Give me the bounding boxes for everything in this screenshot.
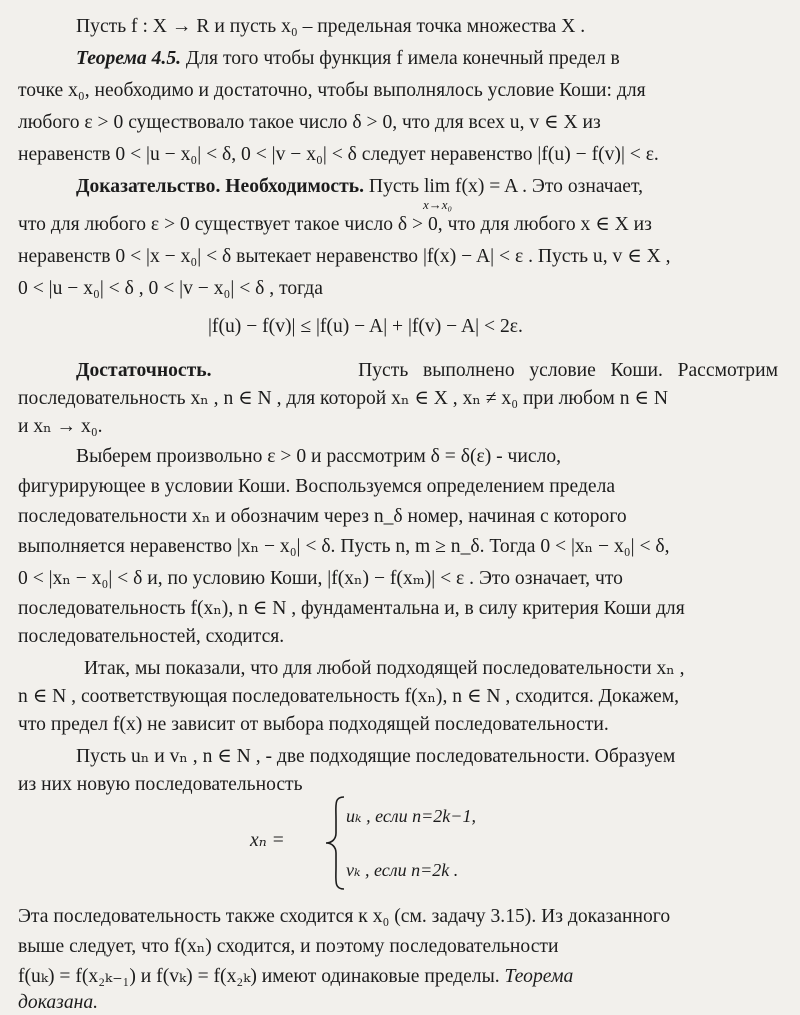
- text-line: фигурирующее в условии Коши. Воспользуемся определением предела: [18, 476, 616, 497]
- text-line: [18, 472, 778, 502]
- text-line: [76, 442, 778, 472]
- text-line: [18, 108, 778, 138]
- theorem-heading-line: [76, 44, 778, 74]
- text-line: [18, 412, 778, 442]
- text-line: [18, 210, 778, 240]
- text-line: Эта последовательность также сходится к x₀ (см. задачу 3.15). Из доказанного: [18, 906, 671, 927]
- text-line: Пусть f : X → R и пусть x₀ – предельная точка множества X .: [76, 16, 586, 37]
- text-line: [18, 770, 778, 800]
- text-line: [18, 682, 778, 712]
- text-line: Итак, мы показали, что для любой подходящей последовательности xₙ ,: [84, 658, 685, 679]
- text-line: Для того чтобы функция f имела конечный предел в: [181, 48, 620, 69]
- text-line: [76, 742, 778, 772]
- text-line: [84, 654, 778, 684]
- text-line: [18, 902, 778, 932]
- text-line: [18, 932, 778, 962]
- text-line: последовательность xₙ , n ∈ N , для которой xₙ ∈ X , xₙ ≠ x₀ при любом n ∈ N: [18, 388, 668, 409]
- text-line: из них новую последовательность: [18, 774, 303, 795]
- theorem-end-text: [18, 988, 778, 1015]
- sequence-definition-lhs: xₙ =: [250, 830, 285, 851]
- text-line: [18, 502, 778, 532]
- text-line: 0 < |xₙ − x₀| < δ и, по условию Коши, |f(xₙ) − f(xₘ)| < ε . Это означает, что: [18, 568, 623, 589]
- text-line: доказана.: [18, 992, 99, 1013]
- text-line: [18, 242, 778, 272]
- text-line: [18, 532, 778, 562]
- text-line: последовательности xₙ и обозначим через n_δ номер, начиная с которого: [18, 506, 627, 527]
- text-line: неравенств 0 < |x − x₀| < δ вытекает неравенство |f(x) − A| < ε . Пусть u, v ∈ X ,: [18, 246, 671, 267]
- text-line: 0 < |u − x₀| < δ , 0 < |v − x₀| < δ , тогда: [18, 278, 323, 299]
- intro-line: [76, 12, 800, 42]
- case-even: vₖ , если n=2k .: [346, 860, 459, 880]
- theorem-end-text: Теорема: [499, 966, 574, 987]
- limit-subscript: x→x₀: [423, 197, 453, 212]
- sufficiency-heading-line: [76, 356, 778, 386]
- text-line: [18, 622, 778, 652]
- text-line: неравенств 0 < |u − x₀| < δ, 0 < |v − x₀| < δ следует неравенство |f(u) − f(v)| < ε.: [18, 144, 659, 165]
- text-line: выполняется неравенство |xₙ − x₀| < δ. Пусть n, m ≥ n_δ. Тогда 0 < |xₙ − x₀| < δ,: [18, 536, 670, 557]
- sufficiency-label: Достаточность.: [76, 360, 212, 381]
- text-line: [18, 594, 778, 624]
- text-line: [18, 710, 778, 740]
- text-line: Выберем произвольно ε > 0 и рассмотрим δ = δ(ε) - число,: [76, 446, 562, 467]
- text-line: [18, 274, 778, 304]
- text-line: [18, 564, 778, 594]
- display-equation: |f(u) − f(v)| ≤ |f(u) − A| + |f(v) − A| < 2ε.: [208, 316, 523, 337]
- text-line: Пусть uₙ и vₙ , n ∈ N , - две подходящие последовательности. Образуем: [76, 746, 676, 767]
- text-line: Пусть выполнено условие Коши. Рассмотрим: [358, 360, 778, 381]
- text-line: f(uₖ) = f(x₂ₖ₋₁) и f(vₖ) = f(x₂ₖ) имеют одинаковые пределы.: [18, 966, 500, 987]
- text-line: и xₙ → x₀.: [18, 416, 103, 437]
- text-line: последовательностей, сходится.: [18, 626, 285, 647]
- case-odd: uₖ , если n=2k−1,: [346, 806, 476, 826]
- text-line: [18, 384, 778, 414]
- text-line: Пусть lim f(x) = A . Это означает,: [364, 176, 643, 197]
- text-line: что для любого ε > 0 существует такое число δ > 0, что для любого x ∈ X из: [18, 214, 652, 235]
- theorem-label: Теорема 4.5.: [76, 48, 182, 69]
- text-line: что предел f(x) не зависит от выбора подходящей последовательности.: [18, 714, 609, 735]
- proof-label: Доказательство. Необходимость.: [76, 176, 365, 197]
- text-line: n ∈ N , соответствующая последовательность f(xₙ), n ∈ N , сходится. Докажем,: [18, 686, 680, 707]
- text-line: точке x₀, необходимо и достаточно, чтобы выполнялось условие Коши: для: [18, 80, 646, 101]
- text-line: последовательность f(xₙ), n ∈ N , фундаментальна и, в силу критерия Коши для: [18, 598, 685, 619]
- text-line: [18, 76, 778, 106]
- text-line: любого ε > 0 существовало такое число δ > 0, что для всех u, v ∈ X из: [18, 112, 601, 133]
- text-line: [18, 140, 778, 170]
- text-line: выше следует, что f(xₙ) сходится, и поэтому последовательности: [18, 936, 559, 957]
